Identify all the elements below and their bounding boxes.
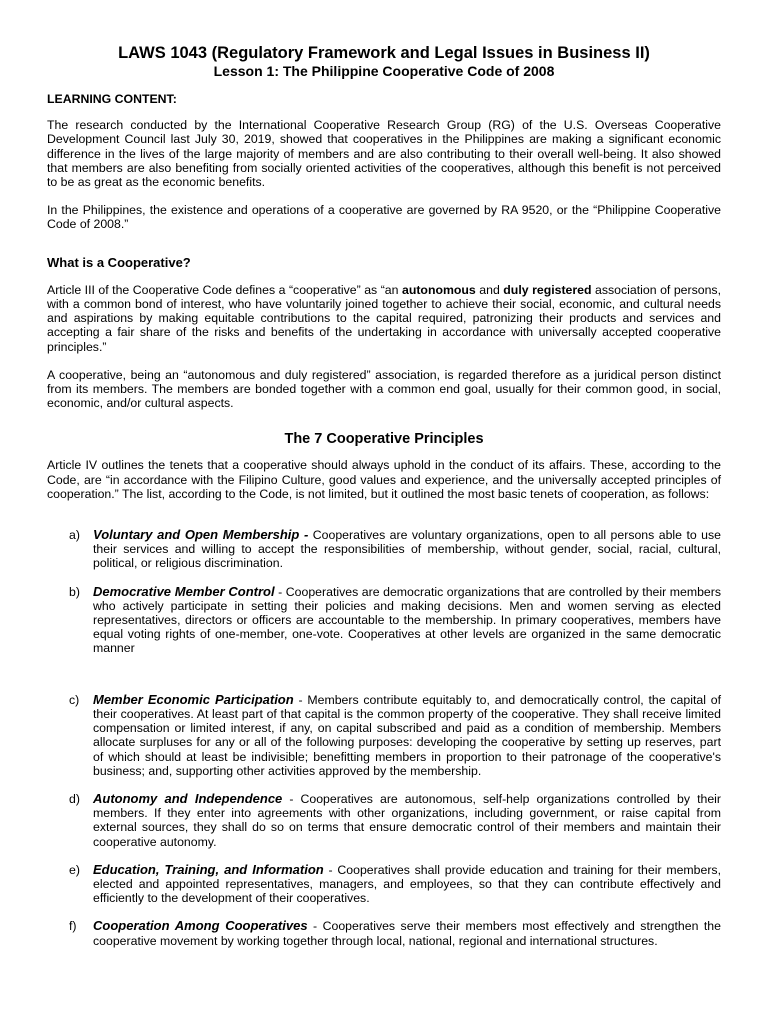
principle-text: Cooperatives are voluntary organizations, open to all persons able to use their services and willing to accept the responsibilities of membership, without gender, social, racial, cultural, political, or religious discrimination.	[93, 528, 721, 571]
principle-term: Education, Training, and Information	[93, 861, 324, 877]
definition-text-3: association of persons, with a common bond of interest, who have voluntarily joined together to achieve their social, economic, and cultural needs and aspirations by making equitable contributions to the capital required, patronizing their products and services and accepting a fair share of the risks and benefits of the undertaking in accordance with universally accepted cooperative principles.”	[47, 282, 721, 354]
principle-text: - Members contribute equitably to, and democratically control, the capital of their cooperatives. At least part of that capital is the common property of the cooperative. They shall receive limited compensation or limited interest, if any, on capital subscribed and paid as a condition of membership. Members allocate surpluses for any or all of the following purposes: developing the cooperative by setting up reserves, part of which should at least be indivisible; benefitting members in proportion to their patronage of the cooperative's business; and, supporting other activities approved by the membership.	[93, 692, 721, 778]
principle-item-e	[47, 863, 721, 906]
intro-paragraph-1: The research conducted by the International Cooperative Research Group (RG) of the U.S. Overseas Cooperative Development Council last July 30, 2019, showed that cooperatives in the Philippines are making a significant economic difference in the lives of the large majority of members and are also contributing to their overall well-being. It also showed that members are also benefiting from socially oriented activities of the cooperatives, although this benefit is not perceived to be as great as the economic benefits.	[47, 118, 721, 190]
principle-item-a	[47, 528, 721, 571]
juridical-person-paragraph: A cooperative, being an “autonomous and duly registered” association, is regarded therefore as a juridical person distinct from its members. The members are bonded together with a common end goal, usually for their common good, in social, economic, and/or cultural aspects.	[47, 367, 721, 411]
list-marker: d)	[69, 791, 80, 806]
principle-text: - Cooperatives are autonomous, self-help organizations controlled by their members. If they enter into agreements with other organizations, including government, or raise capital from external sources, they shall do so on terms that ensure democratic control of their members and maintain their cooperative autonomy.	[93, 791, 721, 849]
list-marker: b)	[69, 584, 80, 599]
list-marker: a)	[69, 528, 80, 543]
principle-item-b	[47, 585, 721, 656]
principle-term: Voluntary and Open Membership -	[93, 527, 309, 543]
principle-text: - Cooperatives shall provide education and training for their members, elected and appointed representatives, managers, and employees, so that they can contribute effectively and efficiently to the development of their cooperatives.	[93, 862, 721, 906]
definition-paragraph	[47, 283, 721, 354]
lesson-subtitle: Lesson 1: The Philippine Cooperative Code of 2008	[213, 63, 555, 79]
principles-intro-paragraph: Article IV outlines the tenets that a cooperative should always uphold in the conduct of its affairs. These, according to the Code, are “in accordance with the Filipino Culture, good values and experience, and the universally accepted principles of cooperation.” The list, according to the Code, is not limited, but it outlined the most basic tenets of cooperation, as follows:	[47, 458, 721, 501]
definition-bold-autonomous: autonomous	[401, 282, 476, 297]
principle-term: Democrative Member Control	[93, 583, 275, 599]
principles-heading: The 7 Cooperative Principles	[284, 431, 484, 448]
principle-item-f	[47, 919, 721, 947]
principle-term: Cooperation Among Cooperatives	[93, 918, 308, 934]
principle-text: - Cooperatives are democratic organizations that are controlled by their members who actively participate in setting their policies and making decisions. Men and women serving as elected representatives, directors or officers are accountable to the membership. In primary cooperatives, members have equal voting rights of one-member, one-vote. Cooperatives at other levels are organized in the same democratic manner	[93, 584, 721, 656]
principle-term: Member Economic Participation	[93, 691, 294, 707]
principle-text: - Cooperatives serve their members most effectively and strengthen the cooperative movement by working together through local, national, regional and international structures.	[93, 919, 721, 948]
definition-bold-duly-registered: duly registered	[503, 282, 592, 297]
list-marker: e)	[69, 862, 80, 877]
what-is-heading: What is a Cooperative?	[47, 254, 191, 270]
list-marker: c)	[69, 692, 80, 707]
principles-list	[47, 528, 721, 948]
list-marker: f)	[69, 919, 77, 934]
definition-text-1: Article III of the Cooperative Code defines a “cooperative” as “an	[47, 282, 402, 297]
intro-paragraph-2: In the Philippines, the existence and operations of a cooperative are governed by RA 9520, or the “Philippine Cooperative Code of 2008.”	[47, 203, 721, 232]
learning-content-label: LEARNING CONTENT:	[47, 92, 177, 106]
document-title: LAWS 1043 (Regulatory Framework and Legal Issues in Business II)	[118, 44, 650, 62]
principle-term: Autonomy and Independence	[93, 790, 283, 806]
definition-text-2: and	[475, 282, 504, 297]
principle-item-d	[47, 792, 721, 849]
principle-item-c	[47, 693, 721, 778]
